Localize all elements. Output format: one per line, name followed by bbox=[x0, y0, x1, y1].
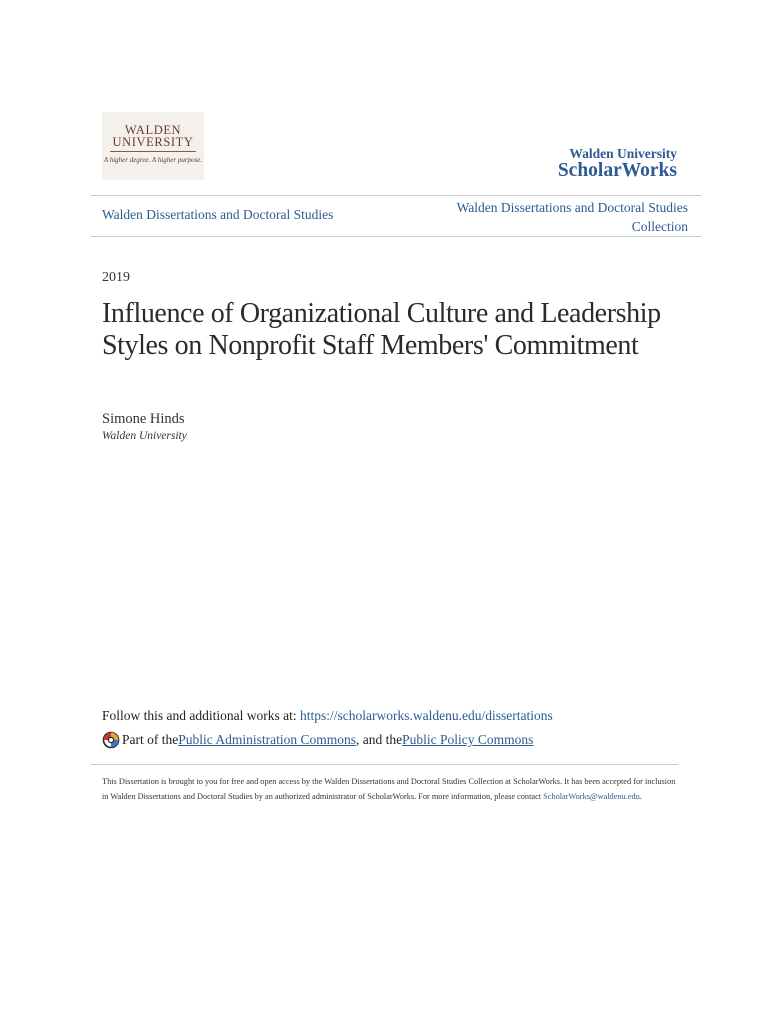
network-commons-icon bbox=[102, 731, 120, 749]
logo-line-1: WALDEN bbox=[124, 123, 182, 137]
header-divider-bottom bbox=[91, 236, 701, 237]
collection-link[interactable]: Walden Dissertations and Doctoral Studies Collection bbox=[456, 200, 688, 234]
dissertations-url-link[interactable]: https://scholarworks.waldenu.edu/dissertations bbox=[300, 708, 553, 723]
header-divider-top bbox=[91, 195, 701, 196]
logo-wordmark bbox=[102, 124, 204, 148]
author-name[interactable]: Simone Hinds bbox=[102, 411, 185, 427]
walden-university-logo bbox=[102, 112, 204, 180]
author-affiliation: Walden University bbox=[102, 430, 187, 442]
access-notice bbox=[102, 775, 682, 804]
footer-divider bbox=[91, 764, 678, 765]
logo-divider bbox=[110, 151, 196, 152]
notice-text: This Dissertation is brought to you for free and open access by the Walden Dissertations and Doctoral Studies Collection at ScholarWorks. It has been accepted for inclusion in Walden Dissertations and Doctoral Studies by an authorized administrator of ScholarWorks. For more information, please contact bbox=[102, 777, 676, 801]
series-link[interactable]: Walden Dissertations and Doctoral Studies bbox=[102, 207, 334, 222]
repository-name[interactable]: ScholarWorks bbox=[557, 160, 677, 181]
logo-line-2: UNIVERSITY bbox=[112, 135, 194, 149]
public-administration-commons-link[interactable]: Public Administration Commons bbox=[178, 732, 357, 747]
repository-institution[interactable]: Walden University bbox=[569, 146, 677, 161]
part-of-prefix: Part of the bbox=[122, 732, 179, 747]
document-title: Influence of Organizational Culture and Leadership Styles on Nonprofit Staff Members' Commitment bbox=[102, 298, 661, 361]
contact-email-link[interactable]: ScholarWorks@waldenu.edu bbox=[543, 791, 640, 801]
commons-line bbox=[102, 731, 533, 749]
publication-year: 2019 bbox=[102, 270, 130, 285]
follow-line bbox=[102, 708, 553, 724]
notice-end: . bbox=[639, 791, 642, 801]
logo-tagline: A higher degree. A higher purpose. bbox=[103, 156, 203, 164]
follow-text: Follow this and additional works at: bbox=[102, 708, 300, 723]
public-policy-commons-link[interactable]: Public Policy Commons bbox=[402, 732, 534, 747]
and-the-text: , and the bbox=[356, 732, 403, 747]
